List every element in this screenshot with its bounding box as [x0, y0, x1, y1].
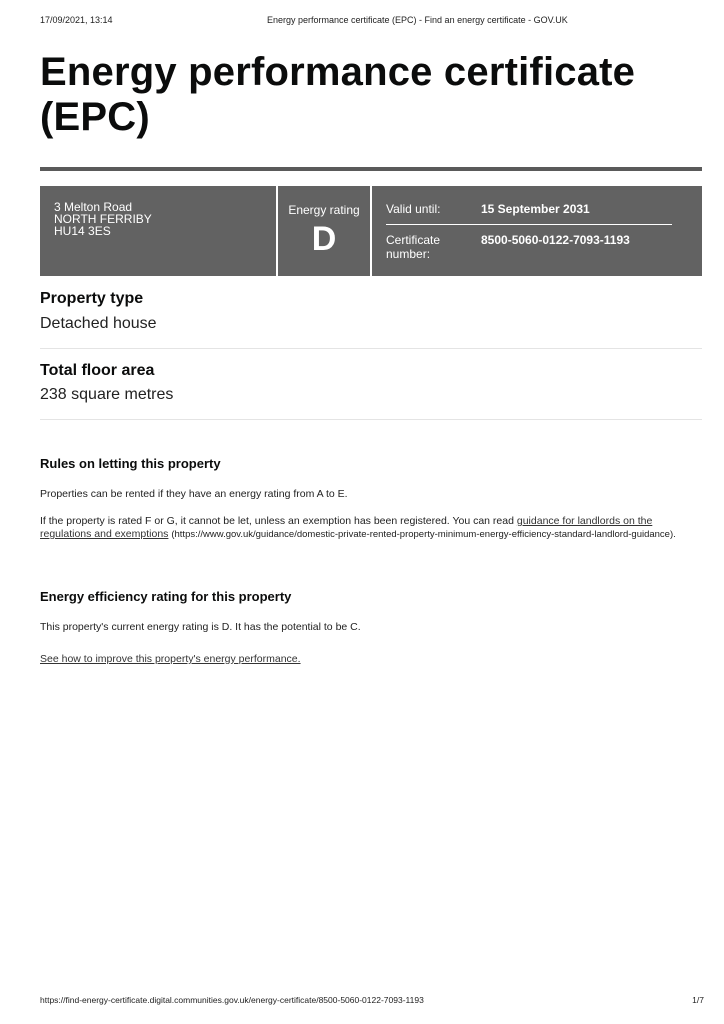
- title-divider: [40, 167, 702, 171]
- summary-divider-3: [386, 224, 672, 225]
- letting-rules-heading: Rules on letting this property: [40, 456, 221, 471]
- address-line-2: NORTH FERRIBY: [54, 212, 152, 226]
- print-datetime: 17/09/2021, 13:14: [40, 15, 113, 25]
- section-divider-2: [40, 419, 702, 420]
- print-document-title: Energy performance certificate (EPC) - Find an energy certificate - GOV.UK: [267, 15, 568, 25]
- valid-until-label: Valid until:: [386, 202, 441, 216]
- energy-rating-cell: [278, 186, 370, 276]
- certificate-label-line-2: number:: [386, 247, 431, 261]
- floor-area-value: 238 square metres: [40, 386, 174, 403]
- page-title: Energy performance certificate (EPC): [40, 50, 636, 139]
- efficiency-rating-heading: Energy efficiency rating for this property: [40, 589, 292, 604]
- property-type-value: Detached house: [40, 315, 157, 332]
- print-footer-url: https://find-energy-certificate.digital.communities.gov.uk/energy-certificate/8500-5060-0122-7093-1193: [40, 995, 424, 1005]
- address-line-3: HU14 3ES: [54, 224, 111, 238]
- letting-rules-para-2-text: If the property is rated F or G, it cannot be let, unless an exemption has been registered. You can read: [40, 515, 517, 527]
- improve-performance-link[interactable]: See how to improve this property's energy performance.: [40, 653, 301, 665]
- certificate-summary: [40, 186, 702, 276]
- address-line-1: 3 Melton Road: [54, 200, 133, 214]
- section-divider-1: [40, 348, 702, 349]
- certificate-label-line-1: Certificate: [386, 233, 441, 247]
- letting-rules-para-2: [40, 515, 702, 541]
- efficiency-rating-para: This property's current energy rating is D. It has the potential to be C.: [40, 621, 361, 633]
- certificate-number-label: [386, 233, 440, 261]
- certificate-number-value: 8500-5060-0122-7093-1193: [481, 233, 630, 247]
- landlord-guidance-link[interactable]: guidance for landlords on the regulations and exemptions: [40, 515, 653, 540]
- summary-divider-2: [370, 186, 372, 276]
- landlord-guidance-url: (https://www.gov.uk/guidance/domestic-private-rented-property-minimum-energy-efficiency-standard-landlord-guidance).: [171, 529, 676, 540]
- energy-rating-label: Energy rating: [288, 203, 360, 217]
- letting-rules-para-1: Properties can be rented if they have an energy rating from A to E.: [40, 488, 348, 500]
- floor-area-heading: Total floor area: [40, 362, 155, 379]
- valid-until-value: 15 September 2031: [481, 202, 590, 216]
- property-address: [54, 201, 152, 237]
- property-type-heading: Property type: [40, 290, 144, 307]
- print-page-number: 1/7: [692, 995, 704, 1005]
- energy-rating-letter: D: [311, 220, 337, 258]
